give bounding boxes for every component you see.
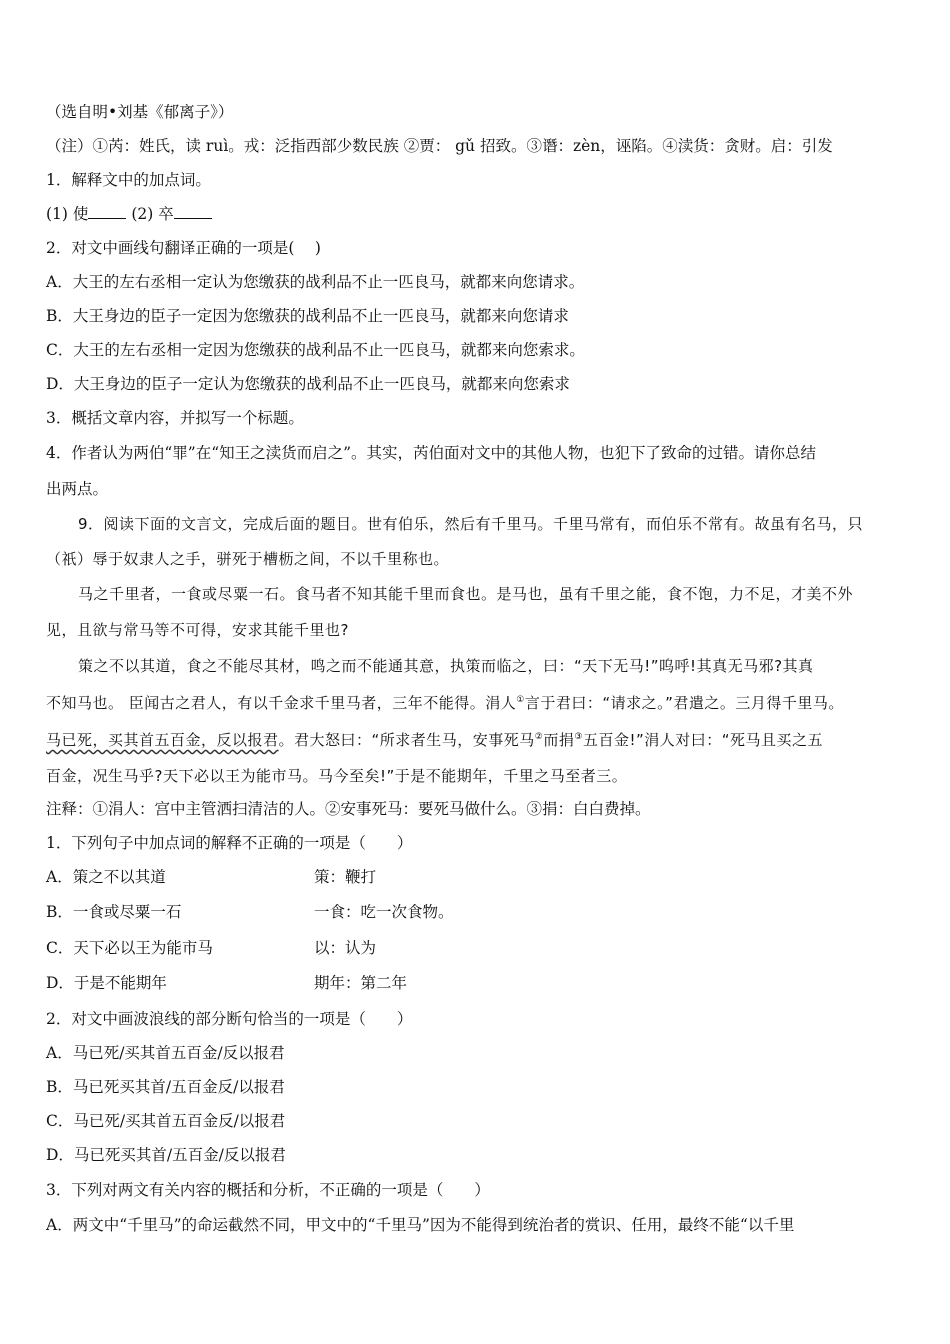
option-text: C．天下必以王为能市马 xyxy=(46,939,213,957)
option-gloss: 以：认为 xyxy=(314,939,377,957)
annotation-note: （注）①芮：姓氏，读 ruì。戎：泛指西部少数民族 ②贾： gǔ 招致。③谮：zèn，诬陷。④渎货：贪财。启：引发 xyxy=(46,137,833,155)
question-1-prompt: 1．解释文中的加点词。 xyxy=(46,171,211,189)
blank-item-2: (2) 卒 xyxy=(131,205,174,223)
footnote-marker-1: ① xyxy=(516,695,525,705)
answer-blank-1[interactable] xyxy=(88,204,126,219)
s2-q2-option-a: A．马已死/买其首五百金/反以报君 xyxy=(46,1044,285,1062)
s2-q1-option-d xyxy=(46,973,908,993)
passage-intro-line-1: 9．阅读下面的文言文，完成后面的题目。世有伯乐，然后有千里马。千里马常有，而伯乐不常有。故虽有名马，只 xyxy=(78,515,864,533)
s2-question-1-prompt: 1．下列句子中加点词的解释不正确的一项是（ ） xyxy=(46,834,413,852)
option-d: D．大王身边的臣子一定认为您缴获的战利品不止一匹良马，就都来向您索求 xyxy=(46,375,570,393)
s2-q2-option-b: B．马已死买其首/五百金反/以报君 xyxy=(46,1078,285,1096)
source-citation: （选自明•刘基《郁离子》） xyxy=(46,103,234,121)
question-4-line-1: 4．作者认为两伯“罪”在“知王之渎货而启之”。其实，芮伯面对文中的其他人物，也犯下了致命的过错。请你总结 xyxy=(46,444,817,462)
question-1-blanks xyxy=(46,204,908,224)
option-b: B．大王身边的臣子一定因为您缴获的战利品不止一匹良马，就都来向您请求 xyxy=(46,307,569,325)
option-gloss: 一食：吃一次食物。 xyxy=(314,903,454,921)
s2-q2-option-c: C．马已死/买其首五百金反/以报君 xyxy=(46,1112,286,1130)
passage-text: 而捐 xyxy=(543,731,575,749)
option-text: B．一食或尽粟一石 xyxy=(46,903,182,921)
passage-para3-line-3 xyxy=(46,730,908,750)
blank-item-1: (1) 使 xyxy=(46,205,89,223)
s2-q1-option-a xyxy=(46,867,908,887)
passage-text: 言于君曰：“请求之。”君遣之。三月得千里马。 xyxy=(524,694,844,712)
passage-notes: 注释：①涓人：宫中主管洒扫清洁的人。②安事死马：要死马做什么。③捐：白白费掉。 xyxy=(46,800,651,818)
s2-question-2-prompt: 2．对文中画波浪线的部分断句恰当的一项是（ ） xyxy=(46,1010,413,1028)
s2-q1-option-c xyxy=(46,938,908,958)
answer-blank-2[interactable] xyxy=(174,204,212,219)
s2-q1-option-b xyxy=(46,902,908,922)
passage-para2-line-1: 马之千里者，一食或尽粟一石。食马者不知其能千里而食也。是马也，虽有千里之能，食不饱，力不足，才美不外 xyxy=(78,585,854,603)
wavy-underlined-sentence: 马已死，买其首五百金，反以报君 xyxy=(46,731,279,749)
question-3-prompt: 3．概括文章内容，并拟写一个标题。 xyxy=(46,409,304,427)
passage-intro-line-2: （祇）辱于奴隶人之手，骈死于槽枥之间，不以千里称也。 xyxy=(46,550,450,568)
footnote-marker-2: ② xyxy=(534,732,544,742)
option-gloss: 期年：第二年 xyxy=(314,974,408,992)
s2-question-3-prompt: 3．下列对两文有关内容的概括和分析，不正确的一项是（ ） xyxy=(46,1181,490,1199)
option-gloss: 策：鞭打 xyxy=(314,868,377,886)
passage-para3-line-1: 策之不以其道，食之不能尽其材，鸣之而不能通其意，执策而临之，曰：“天下无马!”呜呼!其真无马邪?其真 xyxy=(78,657,814,675)
s2-q2-option-d: D．马已死买其首/五百金/反以报君 xyxy=(46,1146,286,1164)
option-text: A．策之不以其道 xyxy=(46,868,166,886)
option-c: C．大王的左右丞相一定因为您缴获的战利品不止一匹良马，就都来向您索求。 xyxy=(46,341,585,359)
footnote-marker-3: ③ xyxy=(574,732,583,742)
passage-para2-line-2: 见，且欲与常马等不可得，安求其能千里也? xyxy=(46,621,349,639)
passage-para3-line-4: 百金，况生马乎?天下必以王为能市马。马今至矣!”于是不能期年，千里之马至者三。 xyxy=(46,767,628,785)
option-text: D．于是不能期年 xyxy=(46,974,167,992)
passage-para3-line-2 xyxy=(46,693,908,713)
passage-text: 五百金!”涓人对曰：“死马且买之五 xyxy=(582,731,824,749)
question-4-line-2: 出两点。 xyxy=(46,480,109,498)
passage-text: 。君大怒曰：“所求者生马，安事死马 xyxy=(278,731,535,749)
s2-q3-option-a: A．两文中“千里马”的命运截然不同，甲文中的“千里马”因为不能得到统治者的赏识、任用，最终不能“以千里 xyxy=(46,1216,795,1234)
option-a: A．大王的左右丞相一定认为您缴获的战利品不止一匹良马，就都来向您请求。 xyxy=(46,273,585,291)
question-2-prompt: 2．对文中画线句翻译正确的一项是( ) xyxy=(46,239,321,257)
passage-text: 不知马也。 臣闻古之君人，有以千金求千里马者，三年不能得。涓人 xyxy=(46,694,517,712)
